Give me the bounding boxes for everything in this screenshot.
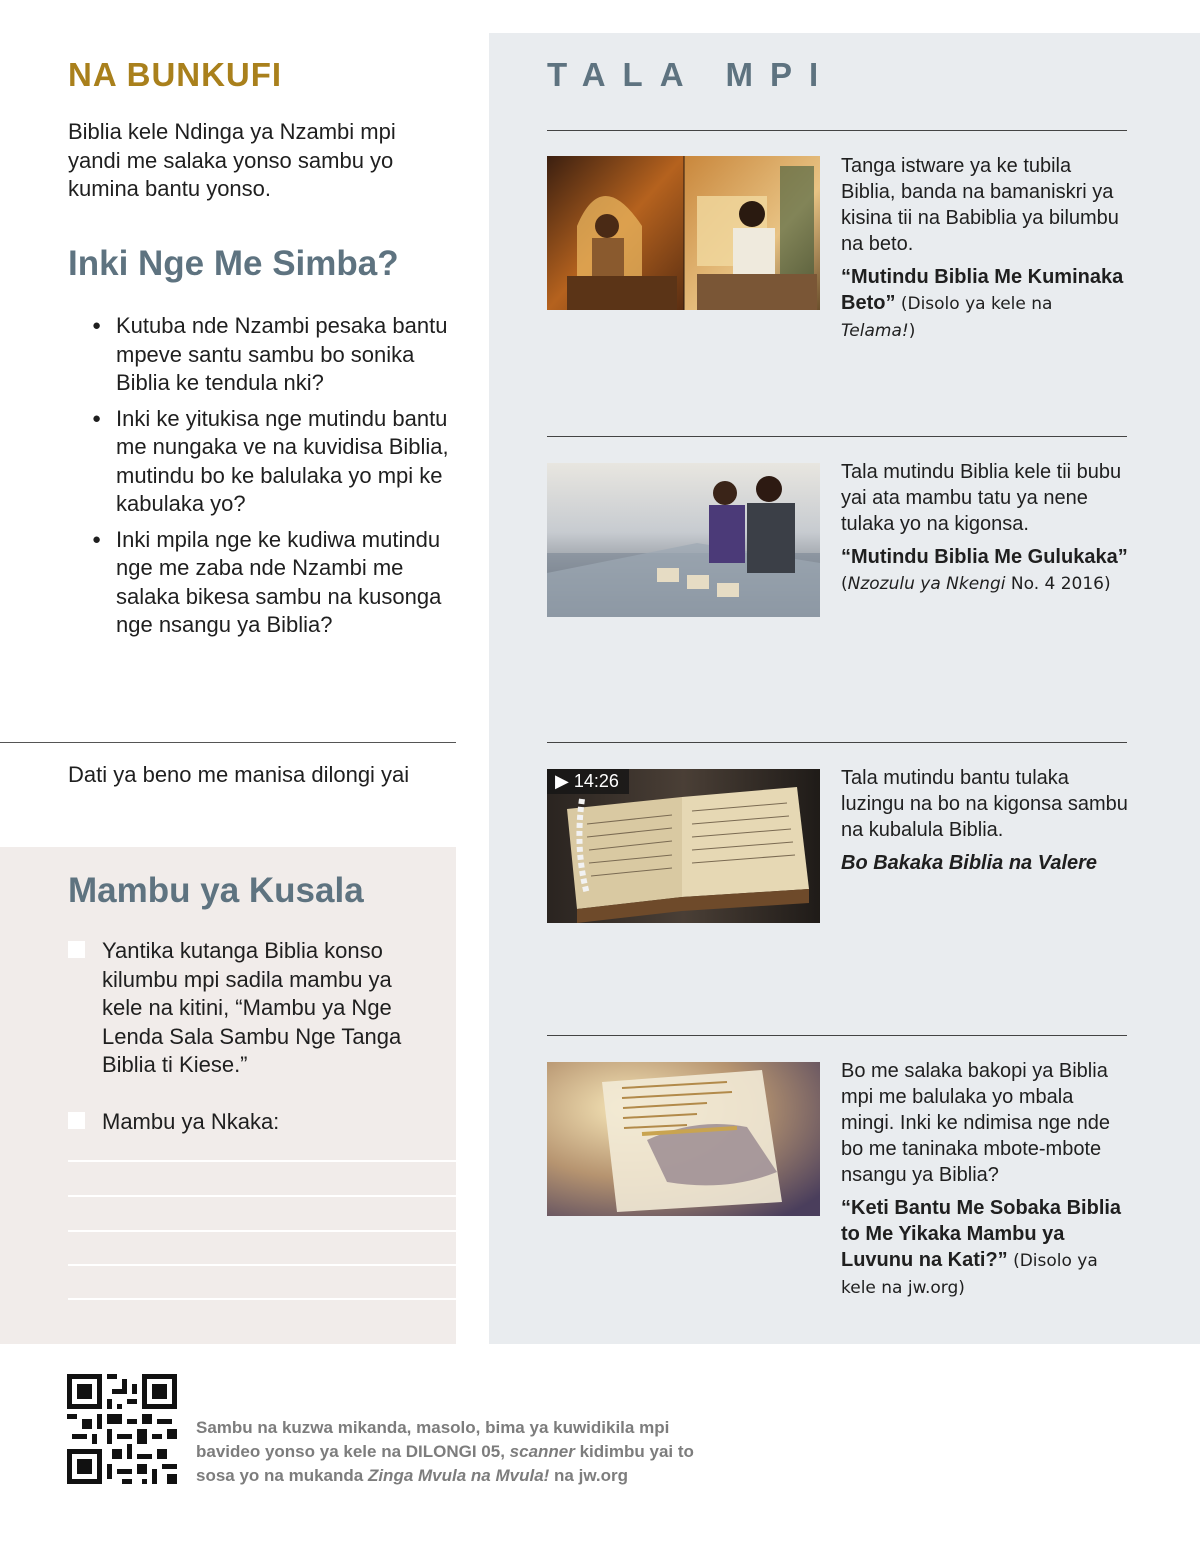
divider [547, 130, 1127, 131]
card-source: (Disolo ya kele na Telama!) [841, 294, 1053, 341]
todo-item-label: Yantika kutanga Biblia konso kilumbu mpi sadila mambu ya kele na kitini, “Mambu ya Nge Lenda Sala Sambu Nge Tanga Biblia ti Kiese.” [102, 938, 402, 1077]
two-scribes-illustration[interactable] [547, 156, 820, 310]
card-reference[interactable] [841, 544, 1131, 597]
question-item: ● Inki mpila nge ke kudiwa mutindu nge me zaba nde Nzambi me salaka bikesa sambu na kusonga nge nsangu ya Biblia? [92, 526, 462, 640]
question-item: ● Inki ke yitukisa nge mutindu bantu me nungaka ve na kuvidisa Biblia, mutindu bo ke balulaka yo mpi ke kabulaka yo? [92, 405, 462, 519]
card-description: Tanga istware ya ke tubila Biblia, banda na bamaniskri ya kisina tii na Babiblia ya bilumbu na beto. [841, 155, 1119, 255]
todo-item[interactable] [68, 937, 428, 1080]
card-title[interactable]: Bo Bakaka Biblia na Valere [841, 852, 1098, 874]
todo-item-label: Mambu ya Nkaka: [102, 1109, 280, 1134]
questions-heading: Inki Nge Me Simba? [68, 244, 399, 283]
card-title[interactable]: “Keti Bantu Me Sobaka Biblia to Me Yikaka Mambu ya Luvunu na Kati?” [841, 1197, 1122, 1271]
questions-list [92, 312, 462, 647]
video-duration-badge: ▶ 14:26 [547, 769, 629, 794]
write-line[interactable] [68, 1298, 456, 1300]
write-line[interactable] [68, 1264, 456, 1266]
hand-writing-photo[interactable] [547, 1062, 820, 1216]
footer-text: Sambu na kuzwa mikanda, masolo, bima ya kuwidikila mpi bavideo yonso ya kele na DILONGI 05, scanner kidimbu yai to sosa yo na mukanda Zinga Mvula na Mvula! na jw.org [196, 1418, 694, 1485]
card-reference[interactable] [841, 1195, 1131, 1301]
divider [547, 1035, 1127, 1036]
see-also-heading: TALA MPI [547, 56, 836, 93]
todo-heading: Mambu ya Kusala [68, 871, 364, 910]
card-description: Bo me salaka bakopi ya Biblia mpi me balulaka yo mbala mingi. Inki ke ndimisa nge nde bo me taninaka mbote-mbote nsangu ya Biblia? [841, 1060, 1111, 1186]
card-reference[interactable] [841, 264, 1131, 344]
divider [547, 742, 1127, 743]
card-source: (Disolo ya kele na jw.org) [841, 1251, 1098, 1298]
write-line[interactable] [68, 1195, 456, 1197]
date-label: Dati ya beno me manisa dilongi yai [68, 762, 410, 787]
todo-panel [0, 847, 456, 1344]
summary-text: Biblia kele Ndinga ya Nzambi mpi yandi me salaka yonso sambu yo kumina bantu yonso. [68, 119, 396, 201]
qr-code[interactable] [67, 1374, 177, 1484]
divider [547, 436, 1127, 437]
summary-heading: NA BUNKUFI [68, 56, 283, 93]
write-line[interactable] [68, 1160, 456, 1162]
museum-couple-photo[interactable] [547, 463, 820, 617]
question-item: ● Kutuba nde Nzambi pesaka bantu mpeve santu sambu bo sonika Biblia ke tendula nki? [92, 312, 462, 398]
card-reference[interactable] [841, 850, 1131, 876]
todo-item[interactable] [68, 1108, 428, 1137]
card-description: Tala mutindu bantu tulaka luzingu na bo na kigonsa sambu na kubalula Biblia. [841, 767, 1128, 841]
card-title[interactable]: “Mutindu Biblia Me Kuminaka Beto” [841, 266, 1124, 314]
checkbox[interactable] [68, 941, 85, 958]
checkbox[interactable] [68, 1112, 85, 1129]
card-source: (Nzozulu ya Nkengi No. 4 2016) [841, 574, 1111, 594]
card-title[interactable]: “Mutindu Biblia Me Gulukaka” [841, 546, 1128, 568]
write-line[interactable] [68, 1230, 456, 1232]
divider [0, 742, 456, 743]
card-description: Tala mutindu Biblia kele tii bubu yai ata mambu tatu ya nene tulaka yo na kigonsa. [841, 461, 1122, 535]
open-bible-photo[interactable] [547, 769, 820, 923]
